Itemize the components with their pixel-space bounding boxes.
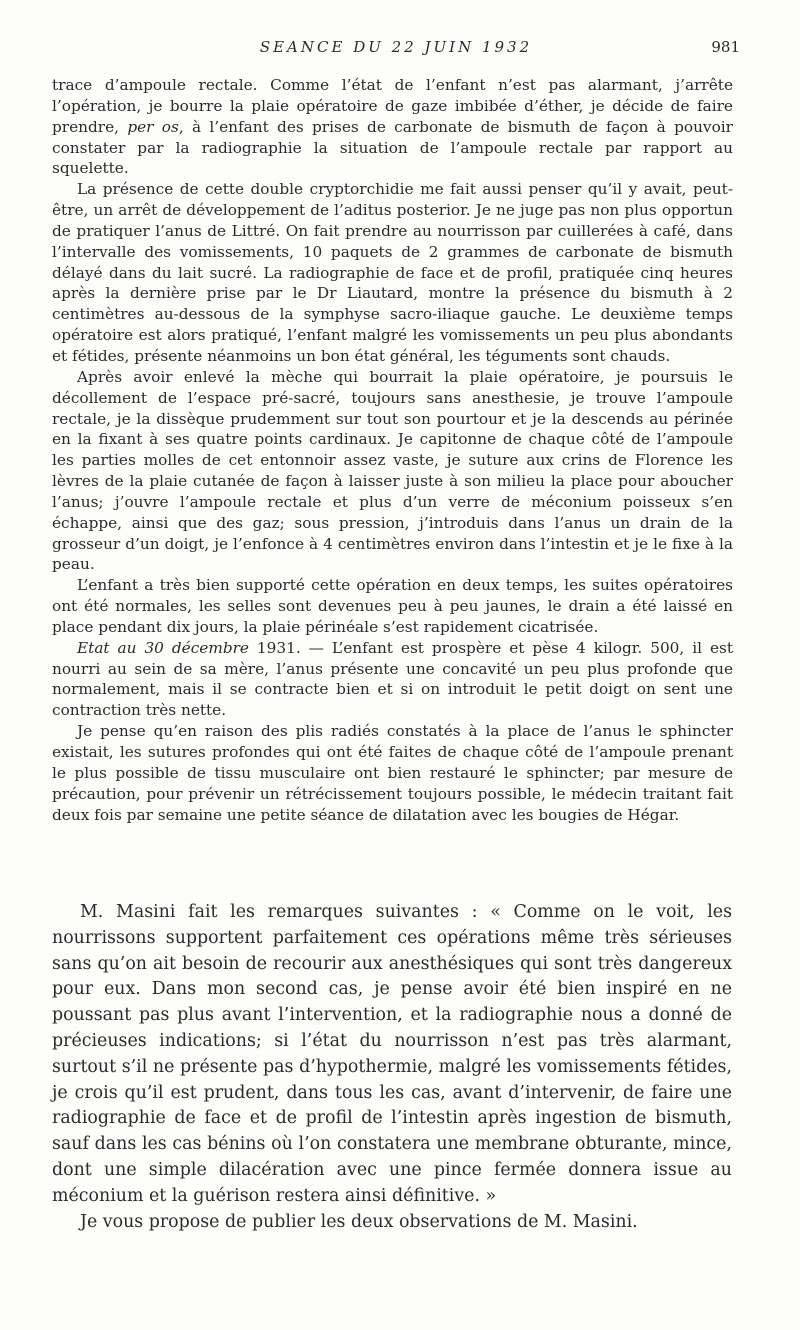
paragraph: Etat au 30 décembre 1931. — L’enfant est prospère et pèse 4 kilogr. 500, il est nourri au sein de sa mère, l’anus présente une concavité un peu plus profonde que normalement, mais il se contracte bien et si on introduit le petit doigt on sent une contraction très nette.	[52, 638, 733, 720]
masini-remarks	[52, 900, 732, 1235]
italic-phrase: per os	[127, 117, 179, 136]
paragraph: La présence de cette double cryptorchidie me fait aussi penser qu’il y avait, peut-être, un arrêt de développement de l’aditus posterior. Je ne juge pas non plus opportun de pratiquer l’anus de Littré. On fait prendre au nourrisson par cuillerées à café, dans l’intervalle des vomissements, 10 paquets de 2 grammes de carbonate de bismuth délayé dans du lait sucré. La radiographie de face et de profil, pratiquée cinq heures après la dernière prise par le Dr Liautard, montre la présence du bismuth à 2 centimètres au-dessous de la symphyse sacro-iliaque gauche. Le deuxième temps opératoire est alors pratiqué, l’enfant malgré les vomissements un peu plus abondants et fétides, présente néanmoins un bon état général, les téguments sont chauds.	[52, 180, 733, 365]
running-title: SEANCE DU 22 JUIN 1932	[259, 38, 533, 56]
paragraph: Je pense qu’en raison des plis radiés constatés à la place de l’anus le sphincter existait, les sutures profondes qui ont été faites de chaque côté de l’ampoule prenant le plus possible de tissu musculaire ont bien restauré le sphincter; par mesure de précaution, pour prévenir un rétrécissement toujours possible, le médecin traitant fait deux fois par semaine une petite séance de dilatation avec les bougies de Hégar.	[52, 722, 733, 824]
paragraph: L’enfant a très bien supporté cette opération en deux temps, les suites opératoires ont été normales, les selles sont devenues peu à peu jaunes, le drain a été laissé en place pendant dix jours, la plaie périnéale s’est rapidement cicatrisée.	[52, 576, 733, 636]
page-number: 981	[711, 38, 740, 56]
case-report-body	[52, 75, 733, 825]
page-header	[52, 38, 740, 60]
closing-paragraph: Je vous propose de publier les deux observations de M. Masini.	[80, 1211, 638, 1232]
remarks-paragraph: M. Masini fait les remarques suivantes : « Comme on le voit, les nourrissons supportent parfaitement ces opérations même très sérieuses sans qu’on ait besoin de recourir aux anesthésiques qui sont très dangereux pour eux. Dans mon second cas, je pense avoir été bien inspiré en ne poussant pas plus avant l’intervention, et la radiographie nous a donné de précieuses indications; si l’état du nourrisson n’est pas très alarmant, surtout s’il ne présente pas d’hypothermie, malgré les vomissements fétides, je crois qu’il est prudent, dans tous les cas, avant d’intervenir, de faire une radiographie de face et de profil de l’intestin après ingestion de bismuth, sauf dans les cas bénins où l’on constatera une membrane obturante, mince, dont une simple dilacération avec une pince fermée donnera issue au méconium et la guérison restera ainsi définitive. »	[52, 902, 732, 1206]
paragraph: Après avoir enlevé la mèche qui bourrait la plaie opératoire, je poursuis le décollement de l’espace pré-sacré, toujours sans anesthesie, je trouve l’ampoule rectale, je la dissèque prudemment sur tout son pourtour et je la descends au périnée en la fixant à ses quatre points cardinaux. Je capitonne de chaque côté de l’ampoule les parties molles de cet entonnoir assez vaste, je suture aux crins de Florence les lèvres de la plaie cutanée de façon à laisser juste à son milieu la place pour aboucher l’anus; j’ouvre l’ampoule rectale et plus d’un verre de méconium poisseux s’en échappe, ainsi que des gaz; sous pression, j’introduis dans l’anus un drain de la grosseur d’un doigt, je l’enfonce à 4 centimètres environ dans l’intestin et je le fixe à la peau.	[52, 367, 733, 574]
italic-phrase: Etat au 30 décembre	[77, 638, 249, 657]
paragraph: trace d’ampoule rectale. Comme l’état de l’enfant n’est pas alarmant, j’arrête l’opération, je bourre la plaie opératoire de gaze imbibée d’éther, je décide de faire prendre, per os, à l’enfant des prises de carbonate de bismuth de façon à pouvoir constater par la radiographie la situation de l’ampoule rectale par rapport au squelette.	[52, 76, 733, 178]
